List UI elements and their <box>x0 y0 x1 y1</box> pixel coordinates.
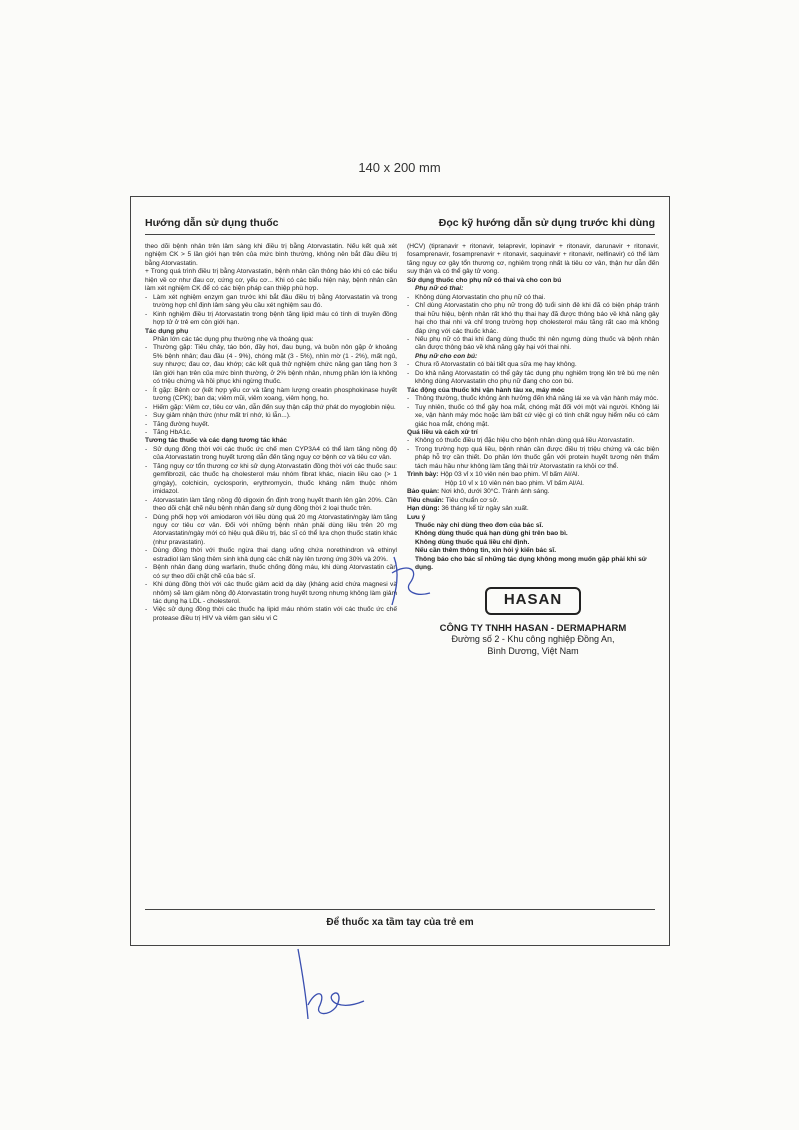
bullet-item: - Không dùng Atorvastatin cho phụ nữ có thai. <box>407 294 659 302</box>
bullet-item: - Hiếm gặp: Viêm cơ, tiêu cơ vân, dẫn đến suy thận cấp thứ phát do myoglobin niệu. <box>145 404 397 412</box>
section-heading: Tác động của thuốc khi vận hành tàu xe, máy móc <box>407 386 565 394</box>
logo-text: HASAN <box>503 591 563 609</box>
warning-line: Nếu cần thêm thông tin, xin hỏi ý kiến bác sĩ. <box>415 547 557 555</box>
bullet-item: - Chưa rõ Atorvastatin có bài tiết qua sữa mẹ hay không. <box>407 361 659 369</box>
bullet-item: - Nếu phụ nữ có thai khi đang dùng thuốc thì nên ngưng dùng thuốc và bệnh nhân cần được thông báo về khả năng gây hại với thai nhi. <box>407 336 659 353</box>
left-column <box>145 243 397 623</box>
header-right-title: Đọc kỹ hướng dẫn sử dụng trước khi dùng <box>438 217 655 229</box>
bullet-item: - Tăng nguy cơ tổn thương cơ khi sử dụng Atorvastatin đồng thời với các thuốc sau: gemfibrozil, các thuốc hạ cholesterol máu nhóm fibrat khác, niacin liều cao (> 1 g/ngày), colchicin, cyclosporin, erythromycin, thuốc kháng nấm thuộc nhóm imidazol. <box>145 463 397 497</box>
warning-line: Thuốc này chỉ dùng theo đơn của bác sĩ. <box>415 521 544 529</box>
bullet-item: - Dùng đồng thời với thuốc ngừa thai dạng uống chứa norethindron và ethinyl estradiol làm tăng thêm sinh khả dụng các chất này lên tương ứng 30% và 20%. <box>145 547 397 564</box>
product-info-line <box>407 505 659 513</box>
handwritten-mark-icon <box>386 553 436 613</box>
product-info-line <box>407 471 659 479</box>
section-heading: Tác dụng phụ <box>145 327 189 335</box>
paragraph: (HCV) (tipranavir + ritonavir, telaprevir, lopinavir + ritonavir, darunavir + ritonavir, fosamprenavir, fosamprenavir + ritonavir, saquinavir + ritonavir, nelfinavir) có thể làm tăng nguy cơ gây tổn thương cơ, nghiêm trọng nhất là tiêu cơ vân, thận hư dẫn đến suy thận và có thể gây tử vong. <box>407 243 659 276</box>
subsection-heading: Phụ nữ cho con bú: <box>415 352 478 360</box>
product-info-line <box>407 497 659 505</box>
bullet-item: - Bệnh nhân đang dùng warfarin, thuốc chống đông máu, khi dùng Atorvastatin cần có sự theo dõi chặt chẽ của bác sĩ. <box>145 564 397 581</box>
bullet-item: - Suy giảm nhận thức (như mất trí nhớ, lú lẫn...). <box>145 412 397 420</box>
product-info-key: Bảo quản: <box>407 488 440 496</box>
bullet-item: - Tuy nhiên, thuốc có thể gây hoa mắt, chóng mặt đối với một vài người. Không lái xe, vận hành máy móc hoặc làm bất cứ việc gì có tính chất nguy hiểm nếu có cảm giác hoa mắt, chóng mặt. <box>407 404 659 429</box>
company-name: CÔNG TY TNHH HASAN - DERMAPHARM <box>439 622 627 634</box>
section-heading: Tương tác thuốc và các dạng tương tác khác <box>145 437 288 445</box>
section-heading: Sử dụng thuốc cho phụ nữ có thai và cho con bú <box>407 276 562 284</box>
hasan-logo <box>485 587 581 615</box>
right-column <box>407 243 659 657</box>
company-address-line2: Bình Dương, Việt Nam <box>487 646 579 657</box>
product-info-value: Nơi khô, dưới 30°C. Tránh ánh sáng. <box>439 488 550 496</box>
bullet-item: - Không có thuốc điều trị đặc hiệu cho bệnh nhân dùng quá liều Atorvastatin. <box>407 437 659 445</box>
leaflet-header <box>145 217 655 233</box>
bullet-item: - Dùng phối hợp với amiodaron với liều dùng quá 20 mg Atorvastatin/ngày làm tăng nguy cơ tiêu cơ vân. Đối với những bệnh nhân phải dùng liều trên 20 mg Atorvastatin/ngày mới có hiệu quả điều trị, bác sĩ có thể lựa chọn thuốc statin khác (như pravastatin). <box>145 514 397 548</box>
footer-divider <box>145 909 655 910</box>
warning-line: Không dùng thuốc quá hạn dùng ghi trên bao bì. <box>415 530 568 538</box>
bullet-item: - Thông thường, thuốc không ảnh hưởng đến khả năng lái xe và vận hành máy móc. <box>407 395 659 403</box>
product-info-key: Hạn dùng: <box>407 505 440 513</box>
footer-warning: Để thuốc xa tầm tay của trẻ em <box>326 917 474 928</box>
paragraph: theo dõi bệnh nhân trên lâm sàng khi điều trị bằng Atorvastatin. Nếu kết quả xét nghiệm CK > 5 lần giới hạn trên của mức bình thường, không nên bắt đầu điều trị bằng Atorvastatin. <box>145 243 397 267</box>
bullet-item: - Việc sử dụng đồng thời các thuốc hạ lipid máu nhóm statin với các thuốc ức chế protease điều trị HIV và viêm gan siêu vi C <box>145 606 397 623</box>
product-info-value: Hộp 03 vỉ x 10 viên nén bao phim. Vỉ bấm Al/Al. <box>438 471 580 479</box>
bullet-item: - Thường gặp: Tiêu chảy, táo bón, đầy hơi, đau bụng, và buồn nôn gặp ở khoảng 5% bệnh nhân; đau đầu (4 - 9%), chóng mặt (3 - 5%), nhìn mờ (1 - 2%), mất ngủ, suy nhược; đau cơ, đau khớp; các kết quả thử nghiệm chức năng gan tăng hơn 3 lần giới hạn trên của mức bình thường, ở 2% bệnh nhân, nhưng phần lớn là không có triệu chứng và hồi phục khi ngừng thuốc. <box>145 344 397 386</box>
product-info-value: Tiêu chuẩn cơ sở. <box>443 496 499 504</box>
bullet-item: - Chỉ dùng Atorvastatin cho phụ nữ trong độ tuổi sinh đẻ khi đã có biện pháp tránh thai hữu hiệu, bệnh nhân rất khó thụ thai hay đã được thông báo về khả năng gây hại cho thai nhi và chỉ trong trường hợp cholesterol máu tăng rất cao mà không đáp ứng với các thuốc khác. <box>407 302 659 336</box>
product-info-line <box>407 488 659 496</box>
bullet-item: - Tăng HbA1c. <box>145 429 397 437</box>
section-heading: Lưu ý <box>407 513 426 521</box>
product-info-key: Trình bày: <box>407 471 439 479</box>
handwritten-signature-icon <box>292 945 368 1023</box>
header-left-title: Hướng dẫn sử dụng thuốc <box>145 217 279 229</box>
bullet-item: - Khi dùng đồng thời với các thuốc giảm acid dạ dày (kháng acid chứa magnesi và nhôm) sẽ làm giảm nồng độ Atorvastatin trong huyết tương nhưng không làm giảm tác dụng hạ LDL - cholesterol. <box>145 581 397 606</box>
section-heading: Quá liều và cách xử trí <box>407 428 478 436</box>
bullet-item: - Làm xét nghiệm enzym gan trước khi bắt đầu điều trị bằng Atorvastatin và trong trường hợp chỉ định lâm sàng yêu cầu xét nghiệm sau đó. <box>145 294 397 311</box>
bullet-item: - Ít gặp: Bệnh cơ (kết hợp yếu cơ và tăng hàm lượng creatin phosphokinase huyết tương (CPK); ban da; viêm mũi, viêm xoang, viêm họng, ho. <box>145 387 397 404</box>
bullet-item: - Tăng đường huyết. <box>145 421 397 429</box>
indented-paragraph: Phần lớn các tác dụng phụ thường nhẹ và thoáng qua: <box>153 335 314 343</box>
bullet-item: - Trong trường hợp quá liều, bệnh nhân cần được điều trị triệu chứng và các biện pháp hỗ trợ cần thiết. Do phần lớn thuốc gắn với protein huyết tương nên thẩm tách máu hầu như không làm tăng thải trừ Atorvastatin ra khỏi cơ thể. <box>407 446 659 471</box>
bullet-item: - Atorvastatin làm tăng nồng độ digoxin ổn định trong huyết thanh lên gần 20%. Cần theo dõi chặt chẽ nếu bệnh nhân đang sử dụng đồng thời 2 loại thuốc trên. <box>145 497 397 514</box>
product-info-key: Tiêu chuẩn: <box>407 496 444 504</box>
right-column-text <box>407 243 659 573</box>
bullet-item: - Do khả năng Atorvastatin có thể gây tác dụng phụ nghiêm trọng lên trẻ bú mẹ nên không dùng Atorvastatin cho phụ nữ đang cho con bú. <box>407 370 659 387</box>
paragraph: + Trong quá trình điều trị bằng Atorvastatin, bệnh nhân cần thông báo khi có các biểu hiện về cơ như đau cơ, cứng cơ, yếu cơ... Khi có các biểu hiện này, bệnh nhân cần làm xét nghiệm CK để có các biện pháp can thiệp phù hợp. <box>145 268 397 293</box>
bullet-item: - Kinh nghiệm điều trị Atorvastatin trong bệnh tăng lipid máu có tính di truyền đồng hợp tử ở trẻ em còn giới hạn. <box>145 311 397 328</box>
warning-line: Không dùng thuốc quá liều chỉ định. <box>415 538 530 546</box>
bullet-item: - Sử dụng đồng thời với các thuốc ức chế men CYP3A4 có thể làm tăng nồng độ của Atorvastatin trong huyết tương dẫn đến tăng nguy cơ bệnh cơ và tiêu cơ vân. <box>145 446 397 463</box>
company-address-line1: Đường số 2 - Khu công nghiệp Đồng An, <box>451 634 615 645</box>
product-info-value: 36 tháng kể từ ngày sản xuất. <box>439 505 529 513</box>
product-info-line: Hộp 10 vỉ x 10 viên nén bao phim. Vỉ bấm Al/Al. <box>445 479 584 487</box>
subsection-heading: Phụ nữ có thai: <box>415 285 464 293</box>
warning-line: Thông báo cho bác sĩ những tác dụng không mong muốn gặp phải khi sử dụng. <box>415 555 647 572</box>
header-divider <box>145 234 655 235</box>
size-label: 140 x 200 mm <box>358 160 441 175</box>
